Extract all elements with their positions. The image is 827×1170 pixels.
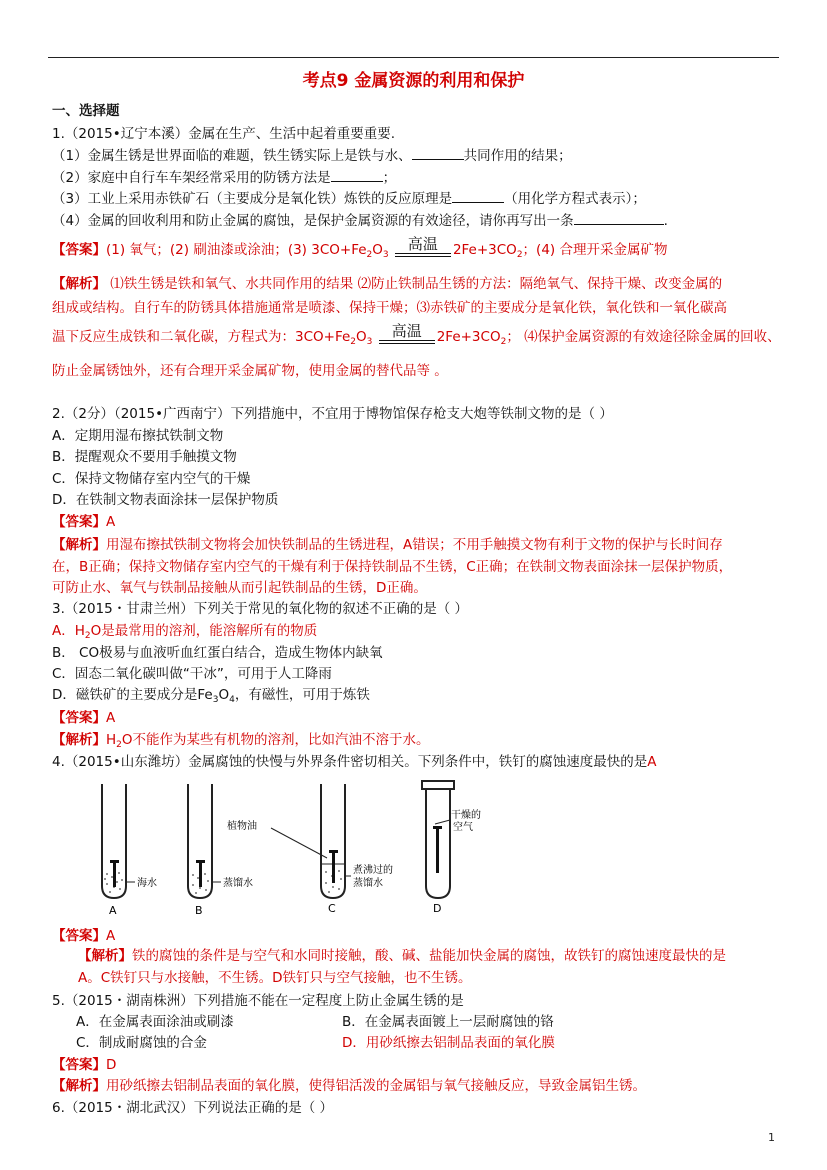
label-boiled-water-1: 煮沸过的 xyxy=(353,865,393,876)
q2-option-a: A．定期用湿布擦拭铁制文物 xyxy=(52,428,224,444)
label-boiled-water-2: 蒸馏水 xyxy=(353,878,383,889)
q5-option-a: A．在金属表面涂油或刷漆 xyxy=(76,1014,234,1030)
answer-blank xyxy=(412,146,464,160)
label-vegetable-oil: 植物油 xyxy=(227,821,257,832)
q6-stem: 6.（2015・湖北武汉）下列说法正确的是（ ） xyxy=(52,1100,334,1116)
q1-part4: （4）金属的回收利用和防止金属的腐蚀，是保护金属资源的有效途径，请你再写出一条 . xyxy=(52,213,668,229)
answer-blank xyxy=(574,211,664,225)
label-dry-air-1: 干燥的 xyxy=(451,810,481,821)
q2-answer: 【答案】A xyxy=(52,514,116,530)
q3-option-c: C．固态二氧化碳叫做“干冰”，可用于人工降雨 xyxy=(52,666,332,682)
q1-explanation-2: 组成或结构。自行车的防锈具体措施通常是喷漆、保持干燥；⑶赤铁矿的主要成分是氧化铁，氧化铁和一氧化碳高 xyxy=(52,300,727,316)
page-number: 1 xyxy=(768,1131,775,1144)
q2-explanation-1: 【解析】用湿布擦拭铁制文物将会加快铁制品的生锈进程，A错误；不用手触摸文物有利于文物的保护与长时间存 xyxy=(52,537,723,553)
tube-label-d: D xyxy=(433,902,442,915)
q1-part3: （3）工业上采用赤铁矿石（主要成分是氧化铁）炼铁的反应原理是 （用化学方程式表示）； xyxy=(52,191,646,207)
test-tube-figure xyxy=(95,778,495,920)
q1-part1: （1）金属生锈是世界面临的难题，铁生锈实际上是铁与水、 共同作用的结果； xyxy=(52,148,572,164)
q3-explanation: 【解析】$H_2O$不能作为某些有机物的溶剂，比如汽油不溶于水。 xyxy=(52,732,430,750)
q2-option-c: C．保持文物储存室内空气的干燥 xyxy=(52,471,251,487)
q2-stem: 2.（2分）（2015•广西南宁）下列措施中，不宜用于博物馆保存枪支大炮等铁制文物的是（ ） xyxy=(52,406,613,422)
q1-explanation-3: 温下反应生成铁和二氧化碳，方程式为：$3CO+Fe_2O_3$ 高温 $2Fe+3CO_2$； ⑷保护金属资源的有效途径除金属的回收、 xyxy=(52,322,781,347)
q1-explanation-1: 【解析】 ⑴铁生锈是铁和氧气、水共同作用的结果 ⑵防止铁制品生锈的方法：隔绝氧气、保持干燥、改变金属的 xyxy=(52,276,723,292)
q5-option-b: B．在金属表面镀上一层耐腐蚀的铬 xyxy=(342,1014,554,1030)
q5-answer: 【答案】D xyxy=(52,1057,117,1073)
tube-label-c: C xyxy=(328,902,336,915)
label-dry-air-2: 空气 xyxy=(453,822,473,833)
q4-answer: 【答案】A xyxy=(52,928,116,944)
q2-explanation-2: 在，B正确；保持文物储存室内空气的干燥有利于保持铁制品不生锈，C正确；在铁制文物表面涂抹一层保护物质， xyxy=(52,559,733,575)
header-rule xyxy=(48,57,779,58)
q5-option-d: D．用砂纸擦去铝制品表面的氧化膜 xyxy=(342,1035,555,1051)
q4-explanation-2: A。C铁钉只与水接触，不生锈。D铁钉只与空气接触，也不生锈。 xyxy=(78,970,472,986)
q4-stem: 4.（2015•山东潍坊）金属腐蚀的快慢与外界条件密切相关。下列条件中，铁钉的腐蚀速度最快的是A xyxy=(52,754,657,770)
q2-option-d: D．在铁制文物表面涂抹一层保护物质 xyxy=(52,492,279,508)
q5-stem: 5.（2015・湖南株洲）下列措施不能在一定程度上防止金属生锈的是 xyxy=(52,993,464,1009)
q1-stem: 1.（2015•辽宁本溪）金属在生产、生活中起着重要重要. xyxy=(52,126,395,142)
q3-option-b: B． CO极易与血液听血红蛋白结合，造成生物体内缺氧 xyxy=(52,645,383,661)
section-heading: 一、选择题 xyxy=(52,103,120,119)
tube-label-b: B xyxy=(195,904,203,917)
q1-answer: 【答案】(1) 氧气；(2) 刷油漆或涂油；(3) $3CO+Fe_2O_3$ 高温 $2Fe+3CO_2$；(4) 合理开采金属矿物 xyxy=(52,235,668,260)
answer-blank xyxy=(331,168,383,182)
q1-part2: （2）家庭中自行车车架经常采用的防锈方法是 ； xyxy=(52,170,397,186)
label-distilled-water: 蒸馏水 xyxy=(223,878,253,889)
label-seawater: 海水 xyxy=(137,878,157,889)
q3-option-a: A．$H_2O$是最常用的溶剂，能溶解所有的物质 xyxy=(52,623,318,641)
q5-option-c: C．制成耐腐蚀的合金 xyxy=(76,1035,207,1051)
tube-label-a: A xyxy=(109,904,117,917)
q3-stem: 3.（2015・甘肃兰州）下列关于常见的氧化物的叙述不正确的是（ ） xyxy=(52,601,469,617)
reaction-arrow: 高温 xyxy=(393,240,453,260)
q3-option-d: D．磁铁矿的主要成分是$Fe_3O_4$，有磁性，可用于炼铁 xyxy=(52,687,370,705)
q1-explanation-4: 防止金属锈蚀外，还有合理开采金属矿物，使用金属的替代品等 。 xyxy=(52,363,448,379)
answer-blank xyxy=(452,189,504,203)
page-title: 考点9 金属资源的利用和保护 xyxy=(302,71,525,91)
q2-explanation-3: 可防止水、氧气与铁制品接触从而引起铁制品的生锈，D正确。 xyxy=(52,580,427,596)
q2-option-b: B．提醒观众不要用手触摸文物 xyxy=(52,449,237,465)
q3-answer: 【答案】A xyxy=(52,710,116,726)
reaction-arrow: 高温 xyxy=(377,327,437,347)
q4-explanation-1: 【解析】铁的腐蚀的条件是与空气和水同时接触，酸、碱、盐能加快金属的腐蚀，故铁钉的腐蚀速度最快的是 xyxy=(78,948,726,964)
q5-explanation: 【解析】用砂纸擦去铝制品表面的氧化膜，使得铝活泼的金属铝与氧气接触反应，导致金属铝生锈。 xyxy=(52,1078,646,1094)
